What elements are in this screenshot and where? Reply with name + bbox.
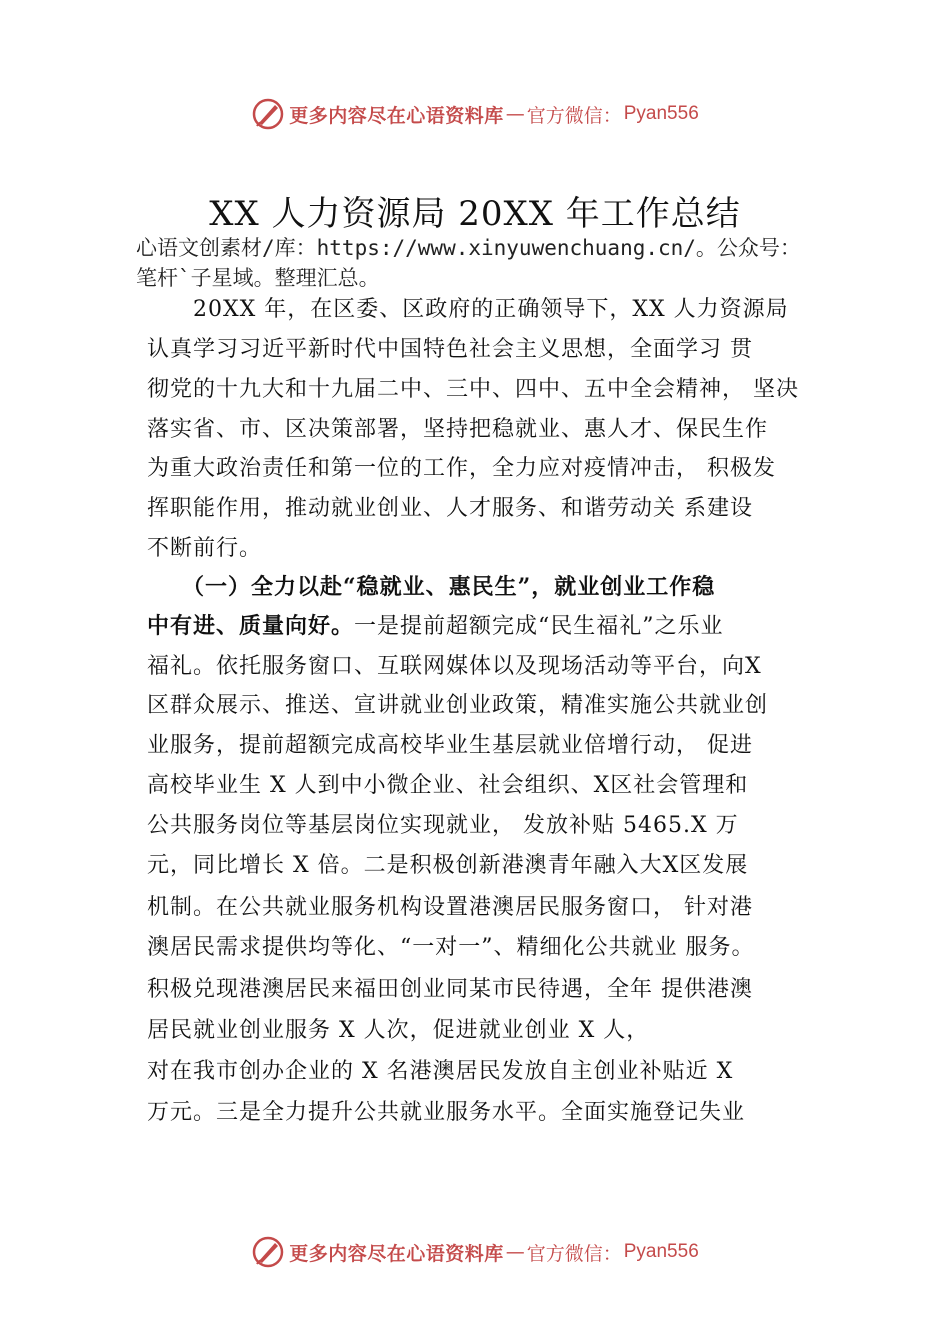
body-line: 为重大政治责任和第一位的工作，全力应对疫情冲击， 积极发: [147, 456, 776, 481]
source-line: 心语文创素材/库：https://www.xinyuwenchuang.cn/。公众号：: [136, 236, 801, 260]
brush-logo-icon: [251, 1235, 285, 1269]
body-line: 积极兑现港澳居民来福田创业同某市民待遇，全年 提供港澳: [147, 977, 753, 1002]
document-title: XX 人力资源局 20XX 年工作总结: [209, 194, 741, 234]
body-line: 落实省、市、区决策部署，坚持把稳就业、惠人才、保民生作: [147, 417, 769, 442]
body-line: 区群众展示、推送、宣讲就业创业政策，精准实施公共就业创: [147, 693, 769, 718]
body-line: 元，同比增长 X 倍。二是积极创新港澳青年融入大X区发展: [147, 853, 749, 878]
body-line: 公共服务岗位等基层岗位实现就业， 发放补贴 5465.X 万: [147, 813, 739, 838]
body-line-tail: 一是提前超额完成“民生福礼”之乐业: [354, 614, 724, 639]
body-line: [147, 609, 724, 640]
brush-logo-icon: [251, 97, 285, 131]
body-line: 万元。三是全力提升公共就业服务水平。全面实施登记失业: [147, 1100, 746, 1125]
banner-separator: —: [505, 103, 525, 125]
source-line: 笔杆`子星域。整理汇总。: [136, 266, 380, 290]
body-line: 澳居民需求提供均等化、“一对一”、精细化公共就业 服务。: [147, 935, 755, 960]
body-line: 业服务，提前超额完成高校毕业生基层就业倍增行动， 促进: [147, 733, 753, 758]
banner-wechat-id: Pyan556: [623, 1241, 699, 1262]
body-line: 彻党的十九大和十九届二中、三中、四中、五中全会精神， 坚决: [147, 377, 799, 402]
footer-watermark-banner: [0, 1232, 950, 1272]
banner-wechat-id: Pyan556: [623, 103, 699, 124]
body-line: 认真学习习近平新时代中国特色社会主义思想，全面学习 贯: [147, 337, 753, 362]
body-line: 机制。在公共就业服务机构设置港澳居民服务窗口， 针对港: [147, 895, 753, 920]
section-heading-tail: 中有进、质量向好。: [147, 613, 355, 639]
source-note: [136, 233, 936, 293]
banner-main-text: 更多内容尽在心语资料库: [289, 104, 504, 127]
body-line: 挥职能作用，推动就业创业、人才服务、和谐劳动关 系建设: [147, 496, 753, 521]
body-line: 居民就业创业服务 X 人次，促进就业创业 X 人，: [147, 1018, 650, 1043]
body-line: 高校毕业生 X 人到中小微企业、社会组织、X区社会管理和: [147, 773, 749, 798]
body-line: 20XX 年，在区委、区政府的正确领导下，XX 人力资源局: [147, 297, 789, 322]
banner-wechat-label: 官方微信：: [526, 1242, 622, 1265]
body-line: 福礼。依托服务窗口、互联网媒体以及现场活动等平台，向X: [147, 654, 762, 679]
banner-wechat-label: 官方微信：: [526, 104, 622, 127]
section-heading-line: （一）全力以赴“稳就业、惠民生”，就业创业工作稳: [147, 574, 716, 600]
body-line: 不断前行。: [147, 536, 263, 561]
body-line: 对在我市创办企业的 X 名港澳居民发放自主创业补贴近 X: [147, 1059, 734, 1084]
banner-separator: —: [505, 1241, 525, 1263]
header-watermark-banner: [0, 94, 950, 134]
banner-main-text: 更多内容尽在心语资料库: [289, 1242, 504, 1265]
